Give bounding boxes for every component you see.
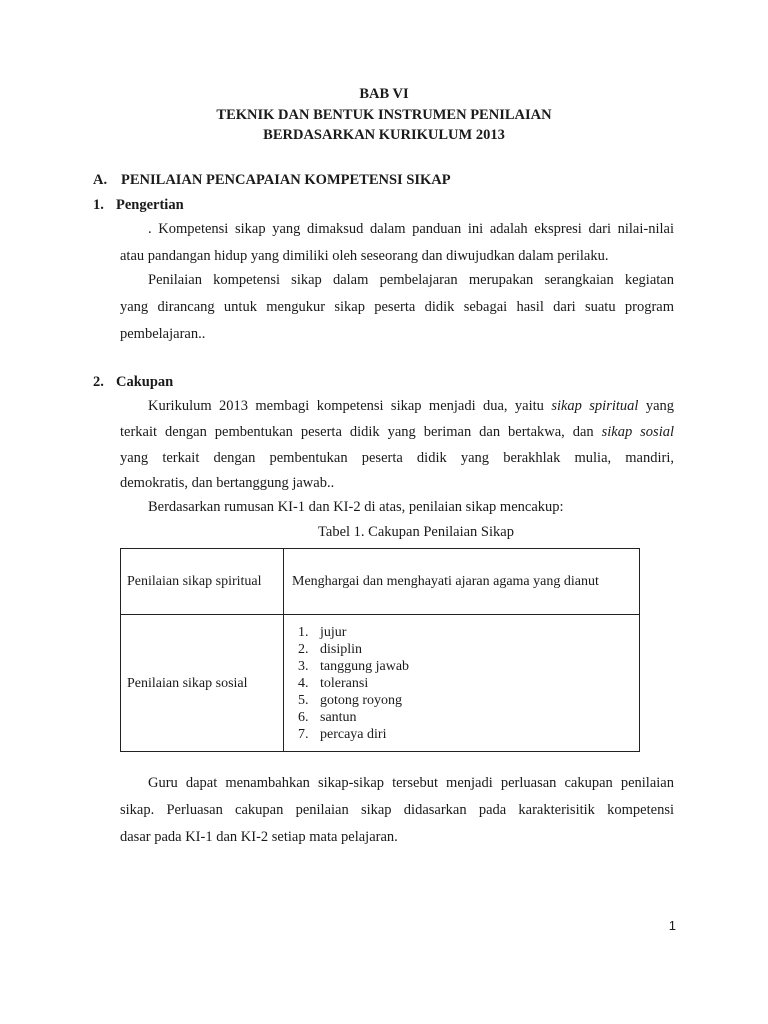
term-sikap-spiritual: sikap spiritual <box>551 398 639 414</box>
list-item: 3. tanggung jawab <box>298 658 410 674</box>
chapter-subtitle: BERDASARKAN KURIKULUM 2013 <box>263 127 505 143</box>
page-number: 1 <box>668 918 676 933</box>
table-cell-spiritual-desc: Menghargai dan menghayati ajaran agama yang dianut <box>284 549 640 615</box>
pengertian-p1-line2: atau pandangan hidup yang dimiliki oleh seseorang dan diwujudkan dalam perilaku. <box>120 248 609 264</box>
pengertian-p1-line1: . Kompetensi sikap yang dimaksud dalam panduan ini adalah ekspresi dari nilai-nilai <box>148 221 674 237</box>
closing-line1: Guru dapat menambahkan sikap-sikap tersebut menjadi perluasan cakupan penilaian <box>148 775 674 791</box>
cakupan-p1-line3: yang terkait dengan pembentukan peserta didik yang berakhlak mulia, mandiri, <box>120 450 674 466</box>
table-cell-sosial-label: Penilaian sikap sosial <box>121 615 284 752</box>
sosial-attitude-list <box>290 624 639 743</box>
sikap-table <box>120 548 640 752</box>
table-cell-spiritual-label: Penilaian sikap spiritual <box>121 549 284 615</box>
cakupan-number: 2. <box>93 374 104 390</box>
pengertian-p2-line2: yang dirancang untuk mengukur sikap peserta didik sebagai hasil dari suatu program <box>120 299 674 315</box>
table-row <box>121 615 640 752</box>
term-sikap-sosial: sikap sosial <box>601 424 674 440</box>
cakupan-p1-line1: Kurikulum 2013 membagi kompetensi sikap menjadi dua, yaitu sikap spiritual yang <box>148 398 675 414</box>
list-item: 4. toleransi <box>298 675 369 691</box>
list-item: 6. santun <box>298 709 357 725</box>
cakupan-p2: Berdasarkan rumusan KI-1 dan KI-2 di atas, penilaian sikap mencakup: <box>148 499 564 515</box>
pengertian-p2-line1: Penilaian kompetensi sikap dalam pembelajaran merupakan serangkaian kegiatan <box>148 272 674 288</box>
table-cell-sosial-items <box>284 615 640 752</box>
list-item: 1. jujur <box>298 624 347 640</box>
cakupan-heading: Cakupan <box>116 374 174 390</box>
cakupan-p1-line4: demokratis, dan bertanggung jawab.. <box>120 475 335 491</box>
closing-line3: dasar pada KI-1 dan KI-2 setiap mata pelajaran. <box>120 829 398 845</box>
table-row <box>121 549 640 615</box>
cakupan-p1-line2: terkait dengan pembentukan peserta didik yang beriman dan bertakwa, dan sikap sosial <box>120 424 674 440</box>
table-caption: Tabel 1. Cakupan Penilaian Sikap <box>318 524 514 540</box>
list-item: 7. percaya diri <box>298 726 387 742</box>
chapter-title: TEKNIK DAN BENTUK INSTRUMEN PENILAIAN <box>216 107 552 123</box>
closing-line2: sikap. Perluasan cakupan penilaian sikap didasarkan pada karakterisitik kompetensi <box>120 802 674 818</box>
list-item: 2. disiplin <box>298 641 363 657</box>
section-a-title: PENILAIAN PENCAPAIAN KOMPETENSI SIKAP <box>121 172 451 188</box>
pengertian-heading: Pengertian <box>116 197 184 213</box>
pengertian-p2-line3: pembelajaran.. <box>120 326 206 342</box>
section-a-label: A. <box>93 172 108 188</box>
pengertian-number: 1. <box>93 197 104 213</box>
list-item: 5. gotong royong <box>298 692 403 708</box>
chapter-number: BAB VI <box>359 86 409 102</box>
